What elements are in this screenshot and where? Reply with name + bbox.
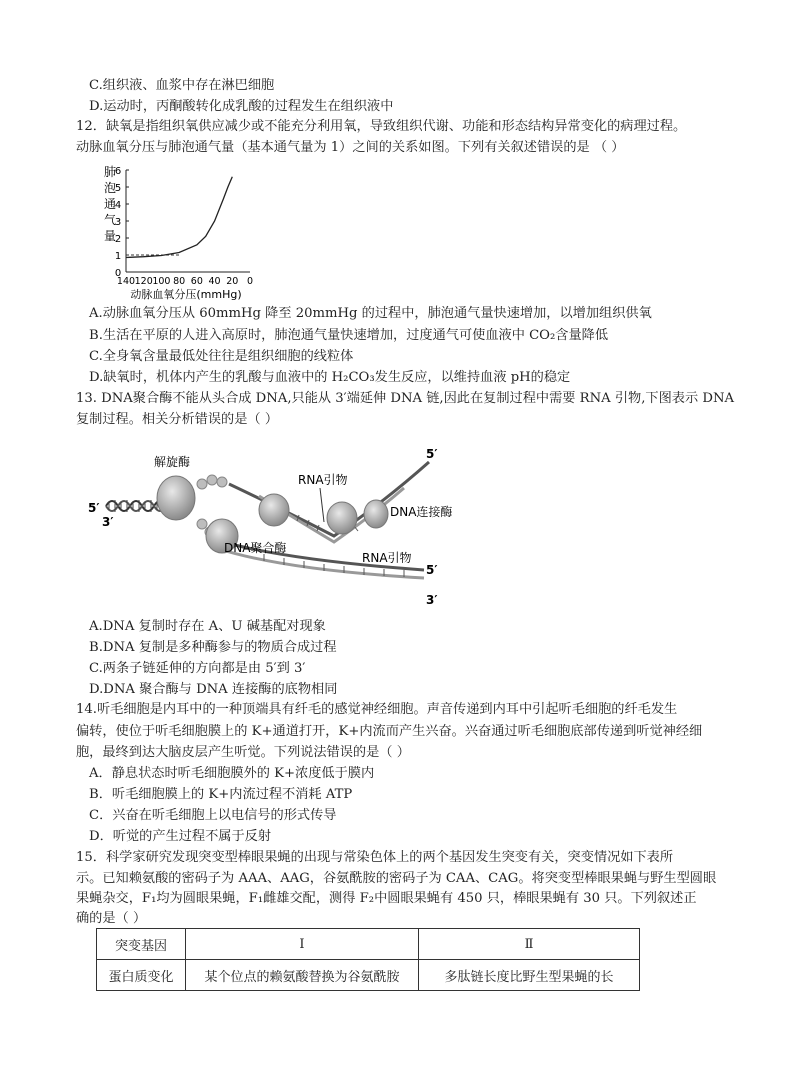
y-label-char: 量: [104, 229, 117, 243]
q13-stem-line-1: 13. DNA聚合酶不能从头合成 DNA,只能从 3′端延伸 DNA 链,因此在复制过程中需要 RNA 引物,下图表示 DNA: [76, 391, 735, 406]
y-tick-label: 5: [114, 183, 122, 194]
x-tick-label: 80: [173, 276, 186, 287]
q15-stem-line-2: 示。已知赖氨酸的密码子为 AAA、AAG，谷氨酰胺的密码子为 CAA、CAG。将突变型棒眼果蝇与野生型圆眼: [76, 871, 717, 886]
polymerase-label: DNA聚合酶: [224, 541, 287, 555]
q14-stem-line-1: 14.听毛细胞是内耳中的一种顶端具有纤毛的感觉神经细胞。声音传递到内耳中引起听毛细胞的纤毛发生: [76, 702, 678, 717]
table-row: [97, 960, 640, 991]
q13-option-d: D.DNA 聚合酶与 DNA 连接酶的底物相同: [89, 682, 338, 697]
y-label-char: 通: [104, 197, 117, 211]
table-header-row: [97, 929, 640, 960]
q11-option-d: D.运动时，丙酮酸转化成乳酸的过程发生在组织液中: [89, 99, 394, 114]
q13-option-b: B.DNA 复制是多种酶参与的物质合成过程: [89, 640, 337, 655]
oxygen-ventilation-chart: [104, 158, 268, 304]
q14-stem-line-3: 胞，最终到达大脑皮层产生听觉。下列说法错误的是（ ）: [76, 745, 410, 760]
q12-option-a: A.动脉血氧分压从 60mmHg 降至 20mmHg 的过程中，肺泡通气量快速增加，以增加组织供氧: [89, 306, 652, 321]
dna-replication-diagram: [84, 440, 464, 612]
table-cell: 蛋白质变化: [97, 960, 186, 991]
helicase-label: 解旋酶: [154, 455, 191, 469]
q11-option-c: C.组织液、血浆中存在淋巴细胞: [89, 78, 275, 93]
dna-polymerase-upper: [259, 494, 289, 526]
q15-stem-line-3: 果蝇杂交，F₁均为圆眼果蝇，F₁雌雄交配，测得 F₂中圆眼果蝇有 450 只，棒眼果蝇有 30 只。下列叙述正: [76, 891, 697, 906]
q15-stem-line-4: 确的是（ ）: [76, 911, 147, 926]
ligase-label: DNA连接酶: [390, 505, 453, 519]
x-axis-label: 动脉血氧分压(mmHg): [130, 288, 242, 301]
y-tick-label: 6: [114, 166, 122, 177]
table-cell: 某个位点的赖氨酸替换为谷氨酰胺: [186, 960, 419, 991]
series-line: [126, 177, 232, 258]
q13-option-c: C.两条子链延伸的方向都是由 5′到 3′: [89, 661, 306, 676]
x-tick-label: 0: [246, 276, 254, 287]
q12-stem-line-2: 动脉血氧分压与肺泡通气量（基本通气量为 1）之间的关系如图。下列有关叙述错误的是 （ ）: [76, 140, 625, 155]
table-cell: Ⅱ: [419, 929, 640, 960]
q14-option-c: C．兴奋在听毛细胞上以电信号的形式传导: [89, 808, 337, 823]
q14-option-b: B．听毛细胞膜上的 K+内流过程不消耗 ATP: [89, 787, 353, 802]
q12-option-c: C.全身氧含量最低处往往是组织细胞的线粒体: [89, 349, 354, 364]
y-tick-label: 0: [114, 268, 122, 279]
x-tick-label: 40: [208, 276, 221, 287]
q14-option-d: D．听觉的产生过程不属于反射: [89, 829, 272, 844]
mutation-table: [96, 928, 640, 991]
y-tick-label: 3: [114, 217, 122, 228]
label-5prime-top-right: 5′: [426, 447, 438, 461]
y-label-char: 肺: [104, 165, 117, 179]
y-tick-label: 2: [114, 234, 122, 245]
q13-option-a: A.DNA 复制时存在 A、U 碱基配对现象: [89, 619, 326, 634]
y-tick-label: 1: [114, 251, 122, 262]
y-label-char: 气: [104, 213, 117, 227]
table-cell: 突变基因: [97, 929, 186, 960]
dna-polymerase-middle: [327, 502, 357, 534]
label-5prime-bottom: 5′: [426, 563, 438, 577]
q12-option-b: B.生活在平原的人进入高原时，肺泡通气量快速增加，过度通气可使血液中 CO₂含量降低: [89, 328, 609, 343]
q12-stem-line-1: 12．缺氧是指组织氧供应减少或不能充分利用氧，导致组织代谢、功能和形态结构异常变化的病理过程。: [76, 119, 687, 134]
y-label-char: 泡: [104, 181, 117, 195]
label-3prime-left: 3′: [102, 515, 114, 529]
x-tick-label: 120: [134, 276, 153, 287]
label-3prime-bottom: 3′: [426, 593, 438, 607]
q14-option-a: A．静息状态时听毛细胞膜外的 K+浓度低于膜内: [89, 766, 375, 781]
y-tick-label: 4: [114, 200, 122, 211]
table-cell: Ⅰ: [186, 929, 419, 960]
helicase-enzyme: [157, 476, 195, 520]
x-tick-label: 100: [152, 276, 171, 287]
x-tick-label: 60: [190, 276, 203, 287]
q13-stem-line-2: 复制过程。相关分析错误的是（ ）: [76, 412, 279, 427]
q12-option-d: D.缺氧时，机体内产生的乳酸与血液中的 H₂CO₃发生反应，以维持血液 pH的稳定: [89, 370, 571, 385]
q15-stem-line-1: 15．科学家研究发现突变型棒眼果蝇的出现与常染色体上的两个基因发生突变有关，突变情况如下表所: [76, 850, 674, 865]
dna-ligase-enzyme: [364, 500, 388, 528]
table-cell: 多肽链长度比野生型果蝇的长: [419, 960, 640, 991]
primer-label-bottom: RNA引物: [362, 551, 412, 565]
x-tick-label: 20: [226, 276, 239, 287]
primer-label-top: RNA引物: [298, 473, 348, 487]
q14-stem-line-2: 偏转，使位于听毛细胞膜上的 K+通道打开，K+内流而产生兴奋。兴奋通过听毛细胞底部传递到听觉神经细: [76, 724, 703, 739]
x-tick-label: 140: [116, 276, 136, 287]
label-5prime-left: 5′: [88, 501, 100, 515]
